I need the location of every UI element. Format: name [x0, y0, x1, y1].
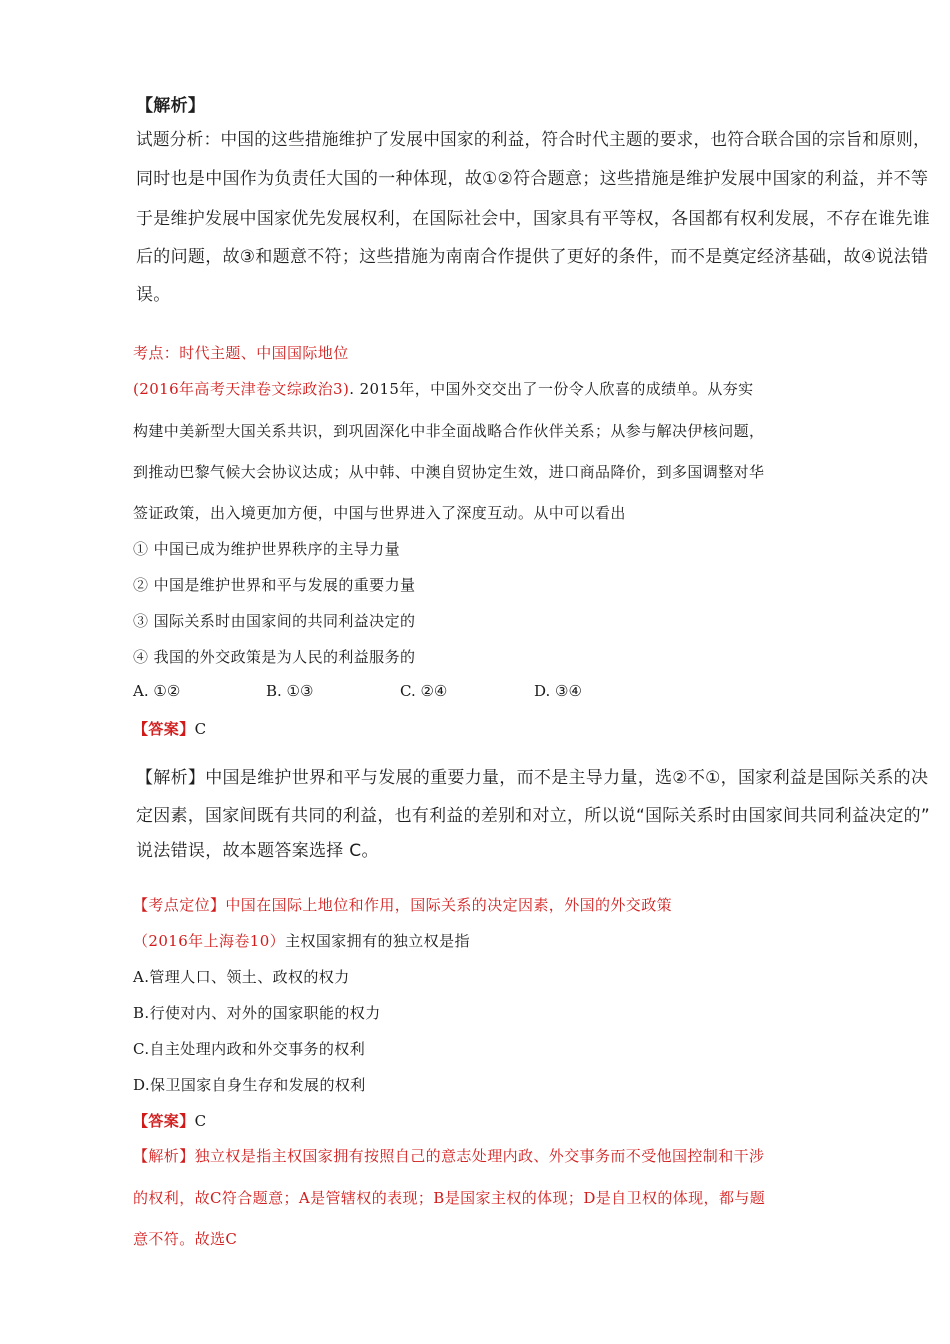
analysis-line: 意不符。故选C [133, 1230, 238, 1248]
question-1-stem-line: . 2015年，中国外交交出了一份令人欣喜的成绩单。从夯实 [349, 380, 754, 398]
option-b: B. ①③ [266, 682, 314, 700]
analysis-line: 的权利，故C符合题意；A是管辖权的表现；B是国家主权的体现；D是自卫权的体现，都与题 [133, 1189, 766, 1207]
answer-line [133, 718, 207, 739]
analysis-line: 同时也是中国作为负责任大国的一种体现，故①②符合题意；这些措施是维护发展中国家的利益，并不等 [136, 169, 929, 189]
analysis-line: 于是维护发展中国家优先发展权利，在国际社会中，国家具有平等权，各国都有权利发展，不存在谁先谁 [136, 209, 930, 229]
analysis-line: 试题分析：中国的这些措施维护了发展中国家的利益，符合时代主题的要求，也符合联合国的宗旨和原则， [136, 130, 931, 150]
analysis-line: 定因素，国家间既有共同的利益，也有利益的差别和对立，所以说“国际关系时由国家间共同利益决定的” [136, 806, 931, 826]
option-c: C.自主处理内政和外交事务的权利 [133, 1040, 366, 1058]
statement-item: ③ 国际关系时由国家间的共同利益决定的 [133, 612, 416, 630]
analysis-line: 说法错误，故本题答案选择 C。 [136, 841, 379, 861]
analysis-line: 【解析】中国是维护世界和平与发展的重要力量，而不是主导力量，选②不①，国家利益是国际关系的决 [136, 768, 929, 788]
question-1-stem-line: 到推动巴黎气候大会协议达成；从中韩、中澳自贸协定生效，进口商品降价，到多国调整对华 [133, 463, 765, 481]
statement-item: ② 中国是维护世界和平与发展的重要力量 [133, 576, 416, 594]
kaodian-label: 考点：时代主题、中国国际地位 [133, 344, 349, 362]
kaodian-dingwei: 【考点定位】中国在国际上地位和作用，国际关系的决定因素，外国的外交政策 [133, 896, 673, 914]
answer-label: 【答案】 [133, 720, 195, 738]
option-d: D. ③④ [534, 682, 582, 700]
answer-value: C [194, 1112, 207, 1130]
analysis-line: 误。 [136, 285, 171, 305]
analysis-heading: 【解析】 [136, 96, 206, 116]
question-2-stem-text: 主权国家拥有的独立权是指 [285, 932, 470, 950]
statement-item: ④ 我国的外交政策是为人民的利益服务的 [133, 648, 416, 666]
statement-item: ① 中国已成为维护世界秩序的主导力量 [133, 540, 400, 558]
question-2-stem [133, 930, 470, 951]
analysis-line: 【解析】独立权是指主权国家拥有按照自己的意志处理内政、外交事务而不受他国控制和干涉 [133, 1147, 765, 1165]
option-d: D.保卫国家自身生存和发展的权利 [133, 1076, 366, 1094]
answer-value: C [194, 720, 207, 738]
question-1-source: (2016年高考天津卷文综政治3) [133, 380, 350, 398]
answer-line [133, 1110, 207, 1131]
answer-label: 【答案】 [133, 1112, 195, 1130]
question-1-stem-line: 构建中美新型大国关系共识，到巩固深化中非全面战略合作伙伴关系；从参与解决伊核问题， [133, 422, 765, 440]
option-c: C. ②④ [400, 682, 448, 700]
question-1-stem-line: 签证政策，出入境更加方便，中国与世界进入了深度互动。从中可以看出 [133, 504, 626, 522]
question-2-source: （2016年上海卷10） [133, 932, 286, 950]
option-b: B.行使对内、对外的国家职能的权力 [133, 1004, 381, 1022]
option-a: A. ①② [133, 682, 181, 700]
question-1-stem [133, 378, 754, 399]
analysis-line: 后的问题，故③和题意不符；这些措施为南南合作提供了更好的条件，而不是奠定经济基础，故④说法错 [136, 247, 929, 267]
option-a: A.管理人口、领土、政权的权力 [133, 968, 350, 986]
